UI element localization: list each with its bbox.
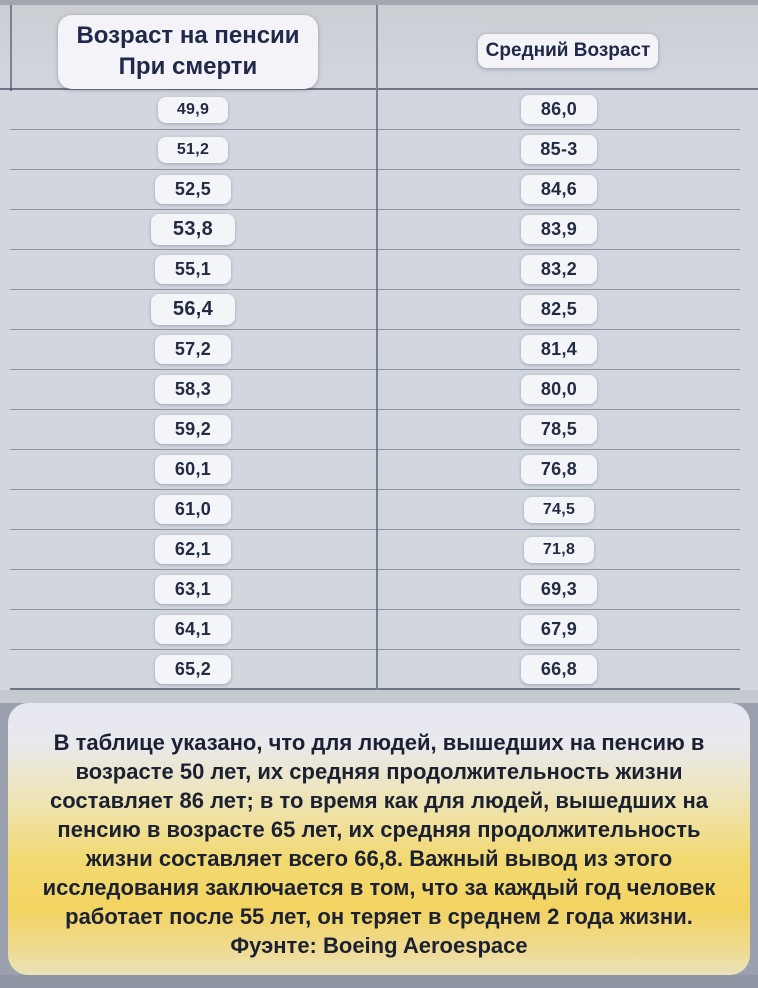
table-row	[10, 90, 376, 130]
table-row	[378, 90, 740, 130]
table-row	[10, 650, 376, 690]
value-pill: 78,5	[521, 415, 597, 444]
table-row	[10, 290, 376, 330]
table-row	[378, 610, 740, 650]
column-header-average-age: Средний Возраст	[478, 34, 658, 68]
table-row	[10, 210, 376, 250]
caption-line: В таблице указано, что для людей, вышедших на пенсию в	[53, 730, 705, 755]
value-pill: 61,0	[155, 495, 231, 524]
caption-line: исследования заключается в том, что за каждый год человек	[42, 875, 716, 900]
value-pill: 56,4	[151, 294, 235, 325]
table-row	[378, 210, 740, 250]
value-pill: 86,0	[521, 95, 597, 124]
value-pill: 51,2	[158, 137, 228, 163]
table-row	[10, 450, 376, 490]
table-card-gap	[0, 690, 758, 703]
table-row	[378, 130, 740, 170]
table-row	[378, 290, 740, 330]
table-row	[378, 370, 740, 410]
value-pill: 53,8	[151, 214, 235, 245]
table-row	[10, 530, 376, 570]
table-row	[378, 650, 740, 690]
table-row	[10, 410, 376, 450]
value-pill: 59,2	[155, 415, 231, 444]
table-row	[378, 250, 740, 290]
header-cell-left	[0, 5, 376, 90]
header-left-line2: При смерти	[118, 53, 258, 80]
caption-card	[8, 703, 750, 975]
value-pill: 71,8	[524, 537, 594, 563]
header-cell-right	[378, 5, 758, 90]
caption-line: составляет 86 лет; в то время как для людей, вышедших на	[49, 788, 708, 813]
value-pill: 57,2	[155, 335, 231, 364]
table-row	[378, 530, 740, 570]
column-header-retirement-age	[58, 15, 318, 89]
value-pill: 62,1	[155, 535, 231, 564]
value-pill: 64,1	[155, 615, 231, 644]
table-row	[10, 250, 376, 290]
value-pill: 81,4	[521, 335, 597, 364]
value-pill: 80,0	[521, 375, 597, 404]
photo-edge-line	[10, 5, 12, 91]
table-row	[378, 450, 740, 490]
table-row	[378, 490, 740, 530]
value-pill: 76,8	[521, 455, 597, 484]
value-pill: 85-3	[521, 135, 597, 164]
value-pill: 67,9	[521, 615, 597, 644]
table-row	[378, 410, 740, 450]
table-row	[10, 610, 376, 650]
caption-line: работает после 55 лет, он теряет в среднем 2 года жизни.	[65, 904, 693, 929]
value-pill: 55,1	[155, 255, 231, 284]
value-pill: 52,5	[155, 175, 231, 204]
column-retirement-age	[0, 5, 378, 690]
value-pill: 74,5	[524, 497, 594, 523]
header-left-line1: Возраст на пенсии	[76, 22, 300, 49]
column-average-age	[378, 5, 758, 690]
table-row	[10, 370, 376, 410]
table-row	[10, 570, 376, 610]
value-pill: 83,2	[521, 255, 597, 284]
value-pill: 60,1	[155, 455, 231, 484]
life-expectancy-table	[0, 5, 758, 690]
table-row	[378, 330, 740, 370]
caption-line: жизни составляет всего 66,8. Важный вывод из этого	[85, 846, 673, 871]
value-pill: 65,2	[155, 655, 231, 684]
table-row	[10, 490, 376, 530]
caption-line: пенсию в возрасте 65 лет, их средняя продолжительность	[57, 817, 701, 842]
table-row	[10, 170, 376, 210]
value-pill: 58,3	[155, 375, 231, 404]
value-pill: 84,6	[521, 175, 597, 204]
table-row	[10, 130, 376, 170]
table-row	[378, 170, 740, 210]
value-pill: 69,3	[521, 575, 597, 604]
value-pill: 63,1	[155, 575, 231, 604]
value-pill: 66,8	[521, 655, 597, 684]
caption-source-line: Фуэнте: Boeing Aeroespace	[230, 933, 528, 958]
value-pill: 49,9	[158, 97, 228, 123]
value-pill: 82,5	[521, 295, 597, 324]
table-row	[10, 330, 376, 370]
photo-bottom-edge	[0, 975, 758, 988]
table-row	[378, 570, 740, 610]
value-pill: 83,9	[521, 215, 597, 244]
caption-line: возрасте 50 лет, их средняя продолжительность жизни	[75, 759, 683, 784]
